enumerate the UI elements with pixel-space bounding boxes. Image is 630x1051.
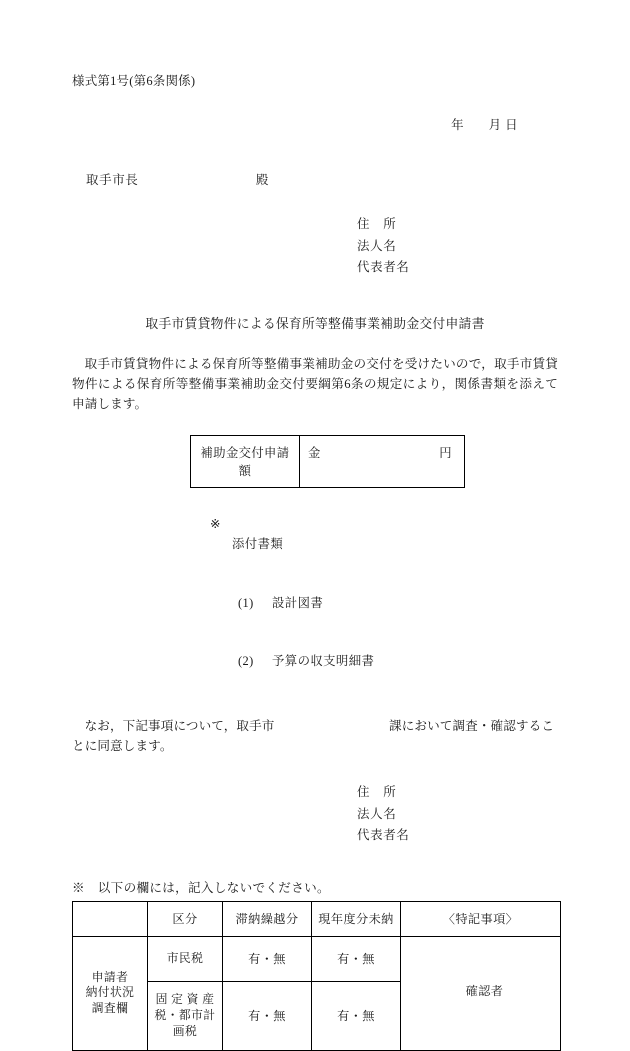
survey-row-kubun: 市民税 — [148, 936, 223, 981]
attachments-section — [72, 496, 558, 692]
attachments-heading-row — [182, 496, 558, 574]
survey-tokki-cell[interactable] — [401, 936, 561, 1050]
currency-prefix: 金 — [308, 445, 321, 460]
document-body — [72, 74, 558, 1051]
applicant-address-label: 住 所 — [357, 217, 397, 231]
survey-owner-label: 申請者 納付状況 調査欄 — [73, 936, 148, 1050]
survey-row-tainou[interactable]: 有・無 — [223, 936, 312, 981]
consent-corporation-label: 法人名 — [357, 806, 397, 821]
consent-address-label: 住 所 — [357, 785, 397, 800]
survey-table — [72, 901, 561, 1051]
survey-row-gennendo[interactable]: 有・無 — [312, 936, 401, 981]
attachment-number: (1) — [237, 595, 254, 610]
attachment-label: 予算の収支明細書 — [271, 654, 375, 669]
survey-header-kubun: 区分 — [148, 901, 223, 936]
form-number: 様式第1号(第6条関係) — [72, 74, 196, 88]
consent-representative-label: 代表者名 — [357, 828, 410, 843]
applicant-signature-block — [72, 214, 558, 279]
amount-table — [190, 435, 465, 488]
attachment-item — [182, 574, 558, 633]
date-day-label: 日 — [505, 118, 518, 132]
attachments-marker: ※ — [209, 517, 221, 532]
attachment-item — [182, 633, 558, 692]
addressee-honorific: 殿 — [255, 173, 269, 187]
survey-header-gennendo: 現年度分未納 — [312, 901, 401, 936]
consent-signature-block — [72, 782, 558, 847]
amount-value-cell[interactable] — [300, 435, 465, 487]
survey-table-wrapper — [72, 901, 558, 1051]
body-paragraph: 取手市賃貸物件による保育所等整備事業補助金の交付を受けたいので，取手市賃貸物件による保育所等整備事業補助金交付要綱第6条の規定により，関係書類を添えて申請します。 — [72, 356, 558, 412]
survey-header-tokki: 〈特記事項〉 — [401, 901, 561, 936]
survey-row-kubun: 固 定 資 産 税・都市計 画税 — [148, 981, 223, 1050]
survey-row-tainou[interactable]: 有・無 — [223, 981, 312, 1050]
consent-paragraph — [72, 716, 558, 757]
date-line — [72, 115, 558, 133]
addressee-line — [72, 170, 558, 188]
survey-table-row — [73, 936, 561, 981]
office-use-note: ※ 以下の欄には，記入しないでください。 — [72, 880, 330, 895]
applicant-representative-label: 代表者名 — [357, 260, 410, 274]
currency-suffix: 円 — [439, 445, 452, 460]
consent-text-before: なお，下記事項について，取手市 — [84, 718, 275, 733]
date-year-label: 年 — [451, 118, 465, 132]
attachment-label: 設計図書 — [271, 595, 324, 610]
amount-label-cell: 補助金交付申請額 — [191, 435, 300, 487]
applicant-corporation-label: 法人名 — [357, 238, 397, 253]
consent-text-after: 課において調査・確認することに同意します。 — [72, 718, 555, 753]
attachments-heading: 添付書類 — [231, 536, 284, 551]
survey-row-gennendo[interactable]: 有・無 — [312, 981, 401, 1050]
confirmer-label: 確認者 — [465, 983, 504, 998]
survey-header-tainou: 滞納繰越分 — [223, 901, 312, 936]
date-month-label: 月 — [488, 118, 502, 132]
survey-header-blank — [73, 901, 148, 936]
amount-table-row — [191, 435, 465, 487]
survey-header-row — [73, 901, 561, 936]
document-title: 取手市賃貸物件による保育所等整備事業補助金交付申請書 — [145, 316, 485, 331]
addressee-name: 取手市長 — [86, 173, 139, 187]
attachment-number: (2) — [237, 654, 254, 669]
amount-table-wrapper — [72, 435, 558, 488]
